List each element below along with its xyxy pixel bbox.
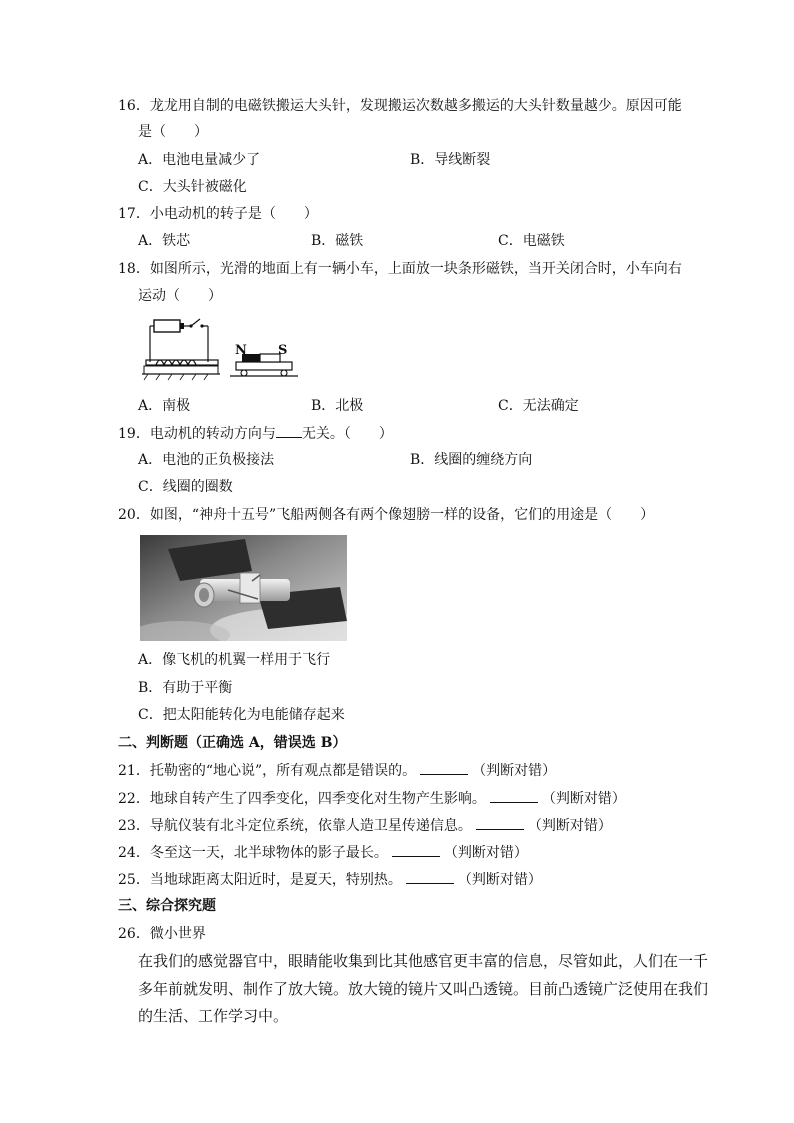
judge-item-suffix: （判断对错） xyxy=(527,818,612,834)
magnet-south-half xyxy=(260,354,280,362)
q19-stem xyxy=(118,424,393,443)
q18-option-a[interactable]: A．南极 xyxy=(138,398,191,414)
q17-option-a[interactable]: A．铁芯 xyxy=(138,233,191,249)
electromagnet-cart-diagram xyxy=(138,312,298,384)
q18-stem-line1: 18．如图所示，光滑的地面上有一辆小车，上面放一块条形磁铁，当开关闭合时，小车向右 xyxy=(118,261,682,277)
judge-item-text: 22．地球自转产生了四季变化，四季变化对生物产生影响。 xyxy=(118,791,486,807)
judge-item-23 xyxy=(118,816,612,835)
section-3-title: 三、综合探究题 xyxy=(118,898,216,914)
judge-item-text: 24．冬至这一天，北半球物体的影子最长。 xyxy=(118,845,388,861)
q20-option-c[interactable]: C．把太阳能转化为电能储存起来 xyxy=(138,707,345,723)
label-n: N xyxy=(235,343,247,358)
judge-item-suffix: （判断对错） xyxy=(457,872,542,888)
q19-blank xyxy=(276,424,302,438)
judge-item-21 xyxy=(118,761,556,780)
q17-stem: 17．小电动机的转子是（ ） xyxy=(118,206,318,222)
q20-stem: 20．如图，“神舟十五号”飞船两侧各有两个像翅膀一样的设备，它们的用途是（ ） xyxy=(118,507,655,523)
judge-item-text: 21．托勒密的“地心说”，所有观点都是错误的。 xyxy=(118,763,417,779)
q19-stem-pre: 19．电动机的转动方向与 xyxy=(118,426,276,442)
q18-stem-line2: 运动（ ） xyxy=(138,288,222,304)
q17-option-b[interactable]: B．磁铁 xyxy=(311,233,364,249)
judge-item-suffix: （判断对错） xyxy=(443,845,528,861)
q18-option-c[interactable]: C．无法确定 xyxy=(498,398,579,414)
wheel xyxy=(241,370,247,376)
cart xyxy=(236,362,292,370)
q16-option-b[interactable]: B．导线断裂 xyxy=(410,152,491,168)
battery-icon xyxy=(154,320,180,332)
q26-paragraph-line1: 在我们的感觉器官中，眼睛能收集到比其他感官更丰富的信息，尽管如此，人们在一千 xyxy=(138,952,709,970)
judge-answer-blank[interactable] xyxy=(406,870,454,884)
label-s: S xyxy=(278,343,288,358)
judge-answer-blank[interactable] xyxy=(476,816,524,830)
q16-option-c[interactable]: C．大头针被磁化 xyxy=(138,179,247,195)
q19-option-c[interactable]: C．线圈的圈数 xyxy=(138,479,233,495)
q16-stem-line1: 16．龙龙用自制的电磁铁搬运大头针，发现搬运次数越多搬运的大头针数量越少。原因可能 xyxy=(118,98,682,114)
q26-paragraph-line2: 多年前就发明、制作了放大镜。放大镜的镜片又叫凸透镜。目前凸透镜广泛使用在我们 xyxy=(138,980,709,998)
wheel xyxy=(281,370,287,376)
section-2-title: 二、判断题（正确选 A，错误选 B） xyxy=(118,735,347,751)
judge-item-suffix: （判断对错） xyxy=(541,791,626,807)
judge-answer-blank[interactable] xyxy=(420,761,468,775)
q17-option-c[interactable]: C．电磁铁 xyxy=(498,233,565,249)
q19-option-b[interactable]: B．线圈的缠绕方向 xyxy=(410,452,533,468)
judge-item-25 xyxy=(118,870,542,889)
q16-option-a[interactable]: A．电池电量减少了 xyxy=(138,152,261,168)
judge-item-suffix: （判断对错） xyxy=(472,763,557,779)
q20-option-b[interactable]: B．有助于平衡 xyxy=(138,680,233,696)
q26-paragraph-line3: 的生活、工作学习中。 xyxy=(138,1007,289,1025)
spacecraft-photo xyxy=(140,535,347,641)
q19-stem-post: 无关。（ ） xyxy=(301,426,393,442)
judge-item-22 xyxy=(118,789,626,808)
judge-answer-blank[interactable] xyxy=(392,843,440,857)
judge-item-text: 25．当地球距离太阳近时，是夏天，特别热。 xyxy=(118,872,402,888)
q20-option-a[interactable]: A．像飞机的机翼一样用于飞行 xyxy=(138,652,331,668)
q19-option-a[interactable]: A．电池的正负极接法 xyxy=(138,452,275,468)
judge-item-24 xyxy=(118,843,528,862)
judge-answer-blank[interactable] xyxy=(490,789,538,803)
judge-item-text: 23．导航仪装有北斗定位系统，依靠人造卫星传递信息。 xyxy=(118,818,472,834)
coil xyxy=(156,360,196,365)
q16-stem-line2: 是（ ） xyxy=(138,124,208,140)
q26-title: 26．微小世界 xyxy=(118,926,206,942)
switch-icon xyxy=(191,319,200,326)
q18-option-b[interactable]: B．北极 xyxy=(311,398,364,414)
